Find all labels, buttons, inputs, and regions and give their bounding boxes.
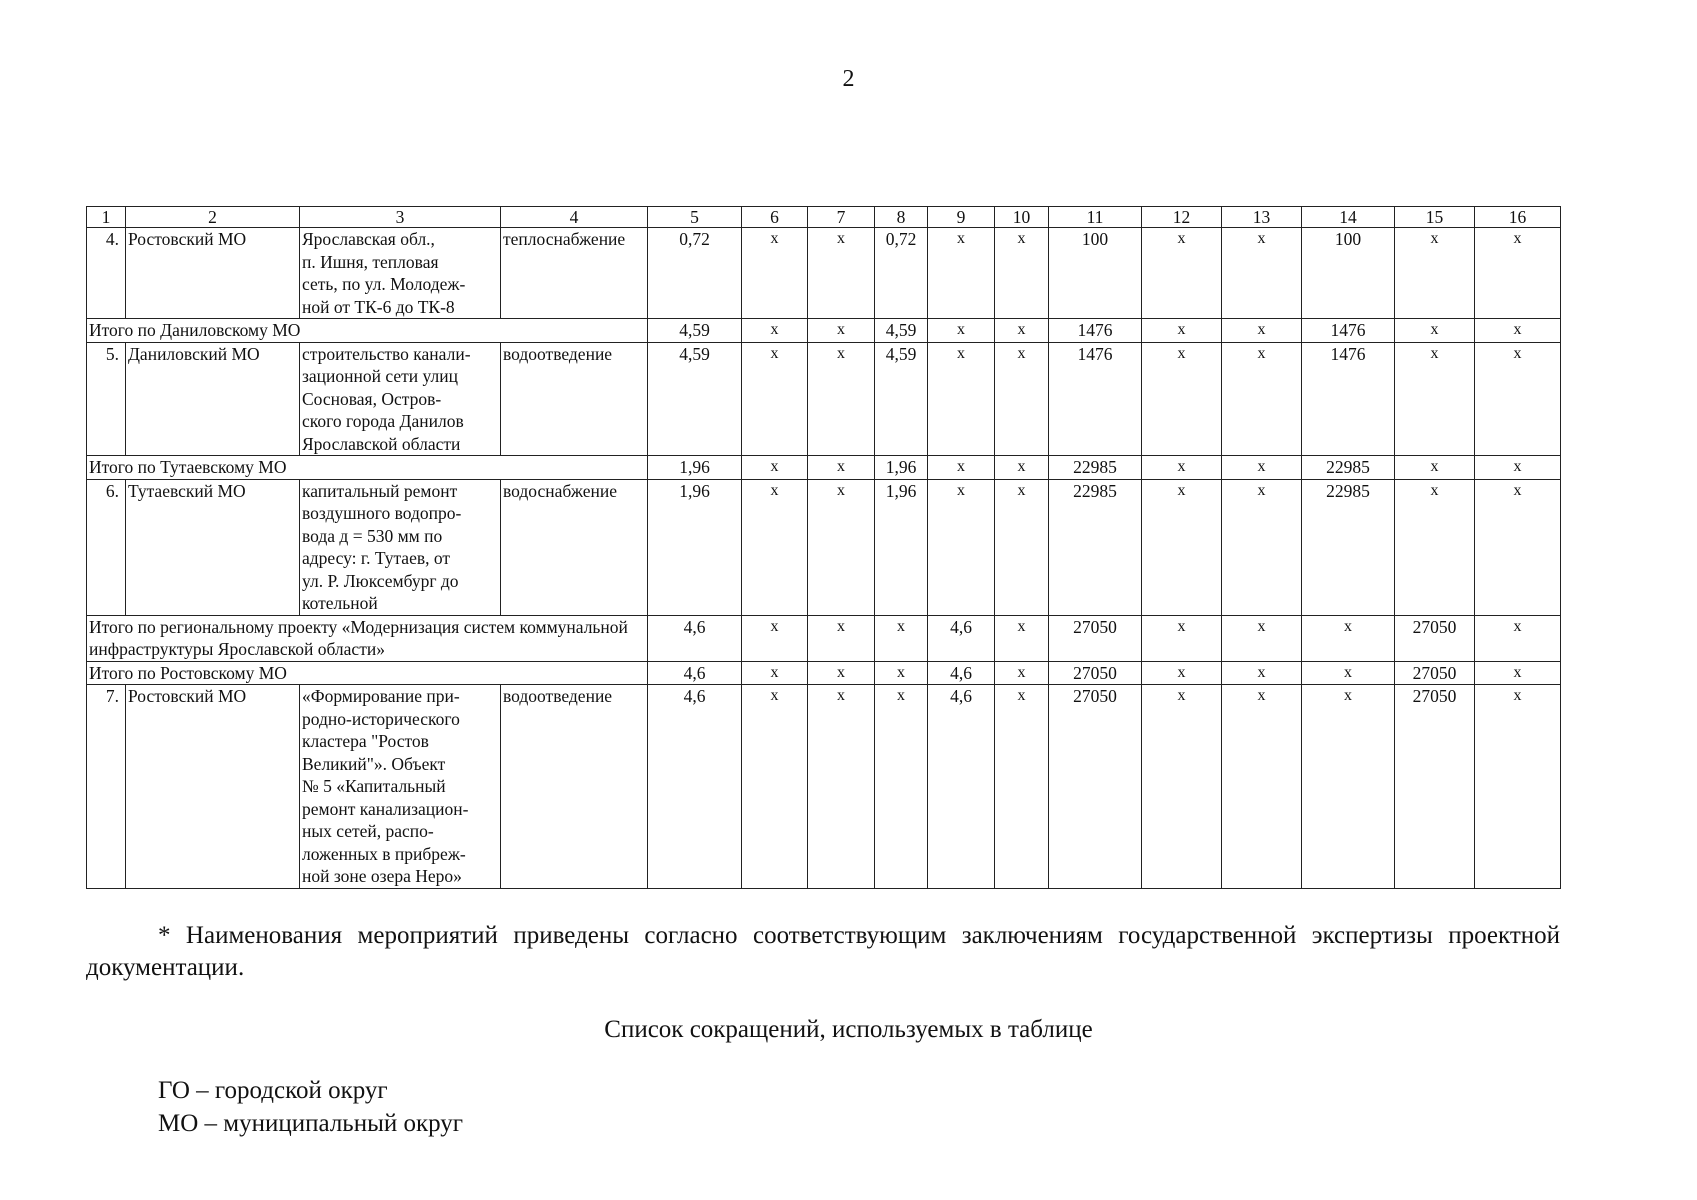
description-line: п. Ишня, тепловая [302, 251, 439, 272]
value-cell: 22985 [1049, 456, 1142, 480]
value-cell: х [1395, 319, 1475, 343]
value-cell: х [875, 661, 928, 685]
value-cell: 1,96 [875, 456, 928, 480]
description-line: «Формирование при- [302, 686, 460, 706]
value-cell: 22985 [1302, 456, 1395, 480]
value-cell: х [808, 479, 875, 615]
project-description [300, 685, 501, 889]
value-cell: х [808, 685, 875, 889]
column-number: 8 [875, 207, 928, 228]
table-body [87, 207, 1561, 889]
abbreviation-item: ГО – городской округ [158, 1077, 388, 1104]
value-cell: х [1475, 342, 1561, 456]
value-cell: х [742, 456, 808, 480]
table-header-row [87, 207, 1561, 228]
column-number: 1 [87, 207, 126, 228]
value-cell: 22985 [1049, 479, 1142, 615]
column-number: 12 [1142, 207, 1222, 228]
infrastructure-type: водоотведение [501, 685, 648, 889]
value-cell: х [1475, 319, 1561, 343]
value-cell: 4,59 [648, 319, 742, 343]
value-cell: х [928, 228, 995, 319]
description-line: родно-исторического [302, 708, 460, 729]
description-line: ной от ТК-6 до ТК-8 [302, 296, 455, 317]
description-line: ложенных в прибреж- [302, 843, 466, 864]
value-cell: 1,96 [875, 479, 928, 615]
value-cell: х [1222, 456, 1302, 480]
total-label: Итого по Тутаевскому МО [87, 456, 648, 480]
value-cell: х [1395, 479, 1475, 615]
table-row [87, 685, 1561, 889]
value-cell: 4,6 [928, 685, 995, 889]
abbreviations-list [158, 1074, 463, 1140]
description-line: ных сетей, распо- [302, 821, 434, 841]
value-cell: х [742, 319, 808, 343]
value-cell: х [1142, 479, 1222, 615]
total-row [87, 456, 1561, 480]
value-cell: х [742, 228, 808, 319]
value-cell: х [1475, 228, 1561, 319]
value-cell: х [1395, 228, 1475, 319]
value-cell: 4,59 [875, 342, 928, 456]
description-line: ремонт канализацион- [302, 798, 469, 819]
value-cell: 27050 [1395, 615, 1475, 661]
value-cell: х [1222, 319, 1302, 343]
value-cell: х [995, 456, 1049, 480]
table-container [86, 206, 1560, 889]
column-number: 6 [742, 207, 808, 228]
description-line: Сосновая, Остров- [302, 388, 442, 409]
value-cell: 27050 [1049, 615, 1142, 661]
value-cell: 27050 [1395, 661, 1475, 685]
value-cell: х [1142, 228, 1222, 319]
value-cell: х [1222, 615, 1302, 661]
description-line: Великий"». Объект [302, 753, 446, 774]
value-cell: х [1475, 615, 1561, 661]
project-description [300, 342, 501, 456]
project-description [300, 228, 501, 319]
value-cell: х [1142, 615, 1222, 661]
value-cell: х [1302, 661, 1395, 685]
value-cell: 4,6 [648, 685, 742, 889]
value-cell: 27050 [1049, 685, 1142, 889]
value-cell: 4,59 [875, 319, 928, 343]
value-cell: х [995, 685, 1049, 889]
value-cell: х [1475, 456, 1561, 480]
total-row [87, 615, 1561, 661]
value-cell: 1,96 [648, 479, 742, 615]
value-cell: х [1395, 456, 1475, 480]
description-line: сеть, по ул. Молодеж- [302, 274, 466, 294]
value-cell: х [808, 456, 875, 480]
table-row [87, 479, 1561, 615]
value-cell: х [995, 228, 1049, 319]
description-line: вода д = 530 мм по [302, 525, 443, 546]
municipality: Ростовский МО [126, 228, 300, 319]
value-cell: х [1222, 661, 1302, 685]
value-cell: х [1475, 661, 1561, 685]
column-number: 4 [501, 207, 648, 228]
column-number: 2 [126, 207, 300, 228]
total-label: Итого по Ростовскому МО [87, 661, 648, 685]
value-cell: 100 [1049, 228, 1142, 319]
infrastructure-type: теплоснабжение [501, 228, 648, 319]
value-cell: 27050 [1049, 661, 1142, 685]
value-cell: х [875, 685, 928, 889]
value-cell: х [808, 342, 875, 456]
value-cell: х [995, 615, 1049, 661]
total-label: Итого по региональному проекту «Модернизация систем коммунальной инфраструктуры Ярославской области» [87, 615, 648, 661]
value-cell: х [808, 661, 875, 685]
municipality: Ростовский МО [126, 685, 300, 889]
total-row [87, 319, 1561, 343]
value-cell: 4,6 [928, 615, 995, 661]
description-line: Ярославская обл., [302, 229, 435, 249]
description-line: кластера "Ростов [302, 731, 429, 751]
value-cell: х [1142, 342, 1222, 456]
column-number: 3 [300, 207, 501, 228]
description-line: № 5 «Капитальный [302, 776, 446, 796]
column-number: 9 [928, 207, 995, 228]
value-cell: х [1302, 685, 1395, 889]
value-cell: х [742, 685, 808, 889]
value-cell: х [1475, 479, 1561, 615]
value-cell: 4,59 [648, 342, 742, 456]
value-cell: х [742, 479, 808, 615]
value-cell: х [742, 615, 808, 661]
value-cell: х [808, 615, 875, 661]
value-cell: х [742, 661, 808, 685]
value-cell: 22985 [1302, 479, 1395, 615]
infrastructure-type: водоснабжение [501, 479, 648, 615]
data-table [86, 206, 1561, 889]
abbreviations-title: Список сокращений, используемых в таблице [604, 1016, 1093, 1043]
value-cell: х [995, 342, 1049, 456]
municipality: Даниловский МО [126, 342, 300, 456]
page-number: 2 [842, 66, 855, 92]
value-cell: 1,96 [648, 456, 742, 480]
description-line: ул. Р. Люксембург до [302, 570, 459, 591]
value-cell: 4,6 [928, 661, 995, 685]
project-description [300, 479, 501, 615]
value-cell: х [995, 479, 1049, 615]
infrastructure-type: водоотведение [501, 342, 648, 456]
value-cell: х [808, 228, 875, 319]
value-cell: х [808, 319, 875, 343]
row-number: 7. [87, 685, 126, 889]
row-number: 4. [87, 228, 126, 319]
table-row [87, 342, 1561, 456]
description-line: капитальный ремонт [302, 480, 458, 501]
row-number: 5. [87, 342, 126, 456]
value-cell: х [995, 319, 1049, 343]
value-cell: 1476 [1049, 342, 1142, 456]
value-cell: 1476 [1302, 342, 1395, 456]
value-cell: х [928, 319, 995, 343]
description-line: зационной сети улиц [302, 366, 458, 386]
description-line: ского города Данилов [302, 411, 464, 431]
value-cell: х [875, 615, 928, 661]
description-line: котельной [302, 593, 378, 613]
value-cell: х [1475, 685, 1561, 889]
value-cell: 0,72 [875, 228, 928, 319]
row-number: 6. [87, 479, 126, 615]
column-number: 14 [1302, 207, 1395, 228]
value-cell: х [1302, 615, 1395, 661]
description-line: ной зоне озера Неро» [302, 866, 462, 886]
description-line: адресу: г. Тутаев, от [302, 548, 451, 568]
column-number: 7 [808, 207, 875, 228]
value-cell: 0,72 [648, 228, 742, 319]
value-cell: 1476 [1049, 319, 1142, 343]
footnote: * Наименования мероприятий приведены согласно соответствующим заключениям государственной экспертизы проектной документации. [86, 922, 1560, 981]
description-line: строительство канали- [302, 343, 471, 364]
value-cell: 100 [1302, 228, 1395, 319]
description-line: Ярославской области [302, 433, 461, 454]
value-cell: х [1222, 228, 1302, 319]
municipality: Тутаевский МО [126, 479, 300, 615]
value-cell: х [928, 342, 995, 456]
column-number: 16 [1475, 207, 1561, 228]
value-cell: х [928, 456, 995, 480]
abbreviation-item: МО – муниципальный округ [158, 1110, 464, 1137]
value-cell: х [742, 342, 808, 456]
value-cell: х [1222, 685, 1302, 889]
value-cell: х [1142, 319, 1222, 343]
column-number: 5 [648, 207, 742, 228]
description-line: воздушного водопро- [302, 503, 462, 523]
table-row [87, 228, 1561, 319]
total-label: Итого по Даниловскому МО [87, 319, 648, 343]
value-cell: х [928, 479, 995, 615]
column-number: 11 [1049, 207, 1142, 228]
value-cell: х [1395, 342, 1475, 456]
column-number: 15 [1395, 207, 1475, 228]
value-cell: х [1142, 685, 1222, 889]
value-cell: х [1222, 479, 1302, 615]
total-row [87, 661, 1561, 685]
column-number: 10 [995, 207, 1049, 228]
value-cell: х [995, 661, 1049, 685]
value-cell: 4,6 [648, 661, 742, 685]
value-cell: х [1142, 456, 1222, 480]
value-cell: х [1142, 661, 1222, 685]
value-cell: 4,6 [648, 615, 742, 661]
value-cell: х [1222, 342, 1302, 456]
value-cell: 27050 [1395, 685, 1475, 889]
value-cell: 1476 [1302, 319, 1395, 343]
column-number: 13 [1222, 207, 1302, 228]
